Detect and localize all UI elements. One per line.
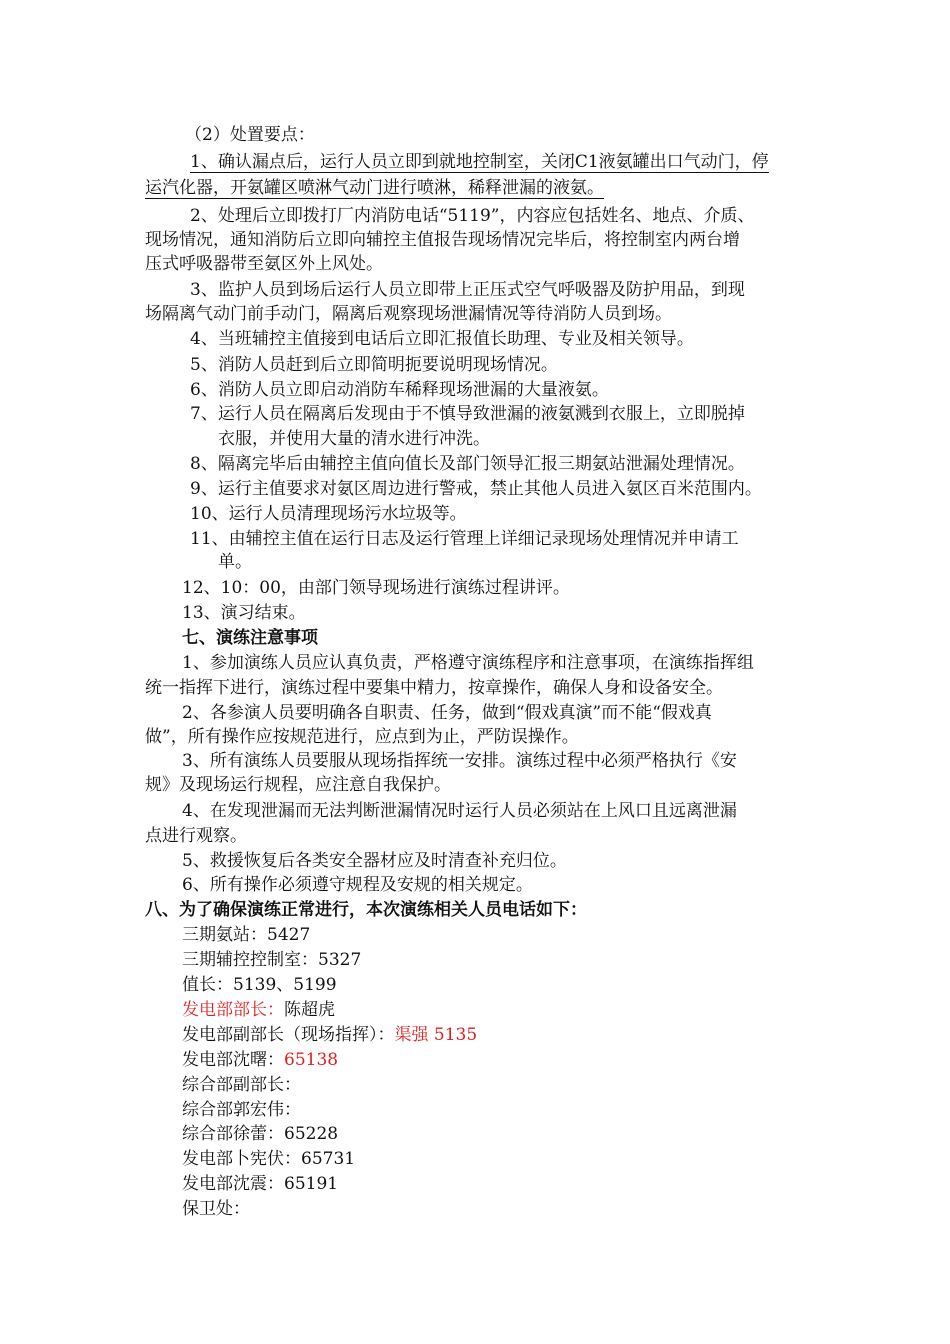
note-2-line-1: 2、各参演人员要明确各自职责、任务，做到“假戏真演”而不能“假戏真 — [182, 703, 712, 723]
contact-deputy-head-label: 发电部副部长（现场指挥）： — [182, 1025, 395, 1045]
contact-shen-shu-value: 65138 — [284, 1050, 339, 1070]
note-4-line-1: 4、在发现泄漏而无法判断泄漏情况时运行人员必须站在上风口且远离泄漏 — [182, 801, 737, 821]
note-4-line-2: 点进行观察。 — [145, 826, 247, 846]
step-3-line-2: 场隔离气动门前手动门，隔离后观察现场泄漏情况等待消防人员到场。 — [145, 304, 672, 324]
contact-shen-shu-label: 发电部沈曙： — [182, 1050, 284, 1070]
step-4: 4、当班辅控主值接到电话后立即汇报值长助理、专业及相关领导。 — [190, 329, 694, 349]
note-3-line-2: 规》及现场运行规程，应注意自我保护。 — [145, 775, 451, 795]
step-1-text-2: 运汽化器，开氨罐区喷淋气动门进行喷淋，稀释泄漏的液氨。 — [145, 178, 604, 198]
step-3-line-1: 3、监护人员到场后运行人员立即带上正压式空气呼吸器及防护用品，到现 — [190, 280, 745, 300]
contact-dept-head-value: 陈超虎 — [284, 1000, 335, 1020]
step-6: 6、消防人员立即启动消防车稀释现场泄漏的大量液氨。 — [190, 380, 609, 400]
note-6: 6、所有操作必须遵守规程及安规的相关规定。 — [182, 875, 533, 895]
section-7-heading: 七、演练注意事项 — [182, 628, 318, 648]
note-3-line-1: 3、所有演练人员要服从现场指挥统一安排。演练过程中必须严格执行《安 — [182, 751, 737, 771]
contact-deputy-head — [182, 1023, 477, 1047]
contact-security: 保卫处： — [182, 1199, 250, 1219]
section-8-heading: 八、为了确保演练正常进行，本次演练相关人员电话如下： — [145, 900, 587, 920]
note-1-line-2: 统一指挥下进行，演练过程中要集中精力，按章操作，确保人身和设备安全。 — [145, 678, 723, 698]
contact-general-deputy: 综合部副部长： — [182, 1075, 301, 1095]
step-11-line-2: 单。 — [218, 552, 252, 572]
contact-dept-head-label: 发电部部长： — [182, 1000, 284, 1020]
step-2-line-3: 压式呼吸器带至氨区外上风处。 — [145, 254, 383, 274]
contact-shen-shu — [182, 1048, 338, 1072]
points-heading: （2）处置要点： — [185, 125, 315, 145]
step-11-line-1: 11、由辅控主值在运行日志及运行管理上详细记录现场处理情况并申请工 — [190, 529, 739, 549]
step-1-text-1: 1、确认漏点后，运行人员立即到就地控制室，关闭C1液氨罐出口气动门，停 — [190, 152, 769, 172]
contact-bu-xianfu: 发电部卜宪伏：65731 — [182, 1149, 356, 1169]
note-1-line-1: 1、参加演练人员应认真负责，严格遵守演练程序和注意事项，在演练指挥组 — [182, 653, 754, 673]
contact-shift-supervisor: 值长：5139、5199 — [182, 975, 337, 995]
contact-ammonia-station: 三期氨站：5427 — [182, 925, 311, 945]
step-12: 12、10：00，由部门领导现场进行演练过程讲评。 — [182, 578, 570, 598]
step-10: 10、运行人员清理现场污水垃圾等。 — [190, 504, 467, 524]
contact-shen-zhen: 发电部沈震：65191 — [182, 1174, 339, 1194]
step-1-line-2 — [145, 176, 604, 200]
step-7-line-1: 7、运行人员在隔离后发现由于不慎导致泄漏的液氨溅到衣服上，立即脱掉 — [190, 404, 745, 424]
contact-aux-control-room: 三期辅控控制室：5327 — [182, 950, 362, 970]
note-2-line-2: 做”，所有操作应按规范进行，应点到为止，严防误操作。 — [145, 727, 579, 747]
step-1-line-1 — [190, 150, 769, 174]
step-5: 5、消防人员赶到后立即简明扼要说明现场情况。 — [190, 355, 558, 375]
note-5: 5、救援恢复后各类安全器材应及时清查补充归位。 — [182, 851, 567, 871]
step-2-line-1: 2、处理后立即拨打厂内消防电话“5119”，内容应包括姓名、地点、介质、 — [190, 206, 755, 226]
step-13: 13、演习结束。 — [182, 603, 306, 623]
contact-xu-lei: 综合部徐蕾：65228 — [182, 1124, 339, 1144]
step-9: 9、运行主值要求对氨区周边进行警戒，禁止其他人员进入氨区百米范围内。 — [190, 479, 762, 499]
contact-dept-head — [182, 998, 335, 1022]
contact-deputy-head-value: 渠强 5135 — [394, 1025, 478, 1045]
step-7-line-2: 衣服，并使用大量的清水进行冲洗。 — [218, 429, 490, 449]
step-2-line-2: 现场情况，通知消防后立即向辅控主值报告现场情况完毕后，将控制室内两台增 — [145, 230, 740, 250]
step-8: 8、隔离完毕后由辅控主值向值长及部门领导汇报三期氨站泄漏处理情况。 — [190, 454, 745, 474]
contact-guo-hongwei: 综合部郭宏伟： — [182, 1100, 301, 1120]
